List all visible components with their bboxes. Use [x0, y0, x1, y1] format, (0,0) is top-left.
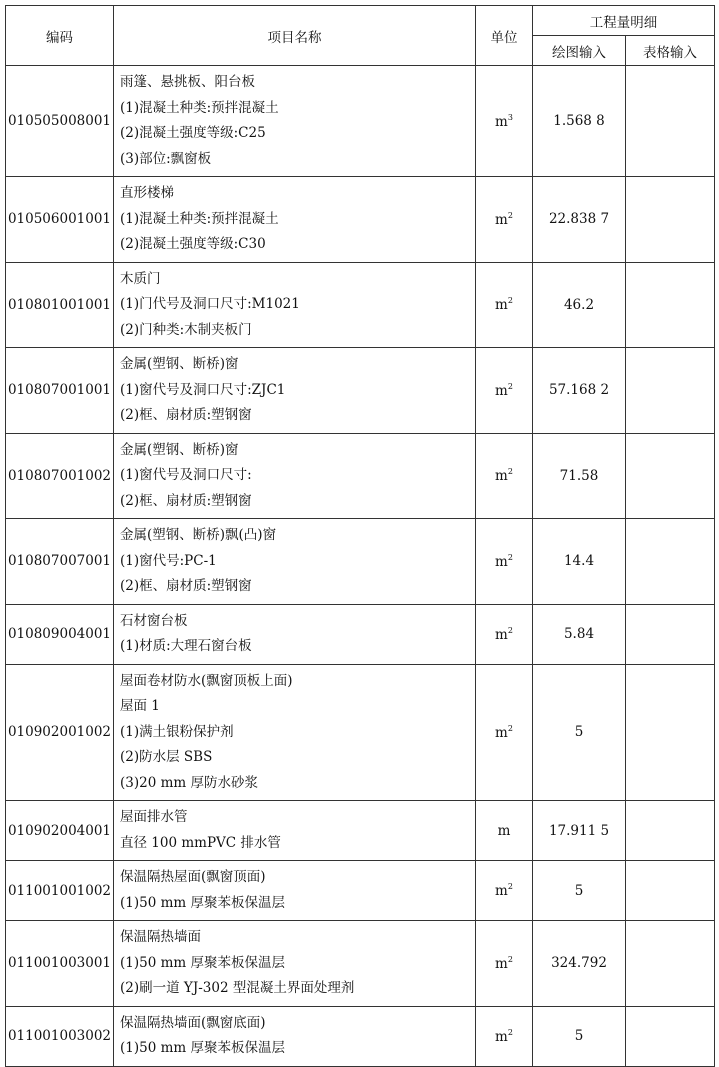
item-code: 011001003002 [6, 1006, 114, 1066]
header-unit: 单位 [476, 6, 533, 66]
draw-input-value: 17.911 5 [533, 801, 626, 861]
table-input-value [626, 433, 715, 519]
item-name-line: 屋面排水管 [120, 809, 188, 825]
item-name [114, 921, 476, 1007]
quantity-table [5, 5, 715, 1067]
draw-input-value: 22.838 7 [533, 177, 626, 263]
draw-input-value: 5 [533, 664, 626, 801]
item-name-line: (1)窗代号及洞口尺寸: [120, 467, 252, 483]
item-name-line: 木质门 [120, 270, 161, 287]
item-name [114, 66, 476, 177]
item-name-line: (2)框、扇材质:塑钢窗 [120, 578, 252, 594]
item-name-line: (2)刷一道 YJ-302 型混凝土界面处理剂 [120, 980, 355, 996]
item-unit [476, 66, 533, 177]
item-name-line: 金属(塑钢、断桥)飘(凸)窗 [120, 527, 277, 543]
table-row [6, 66, 715, 177]
table-row [6, 664, 715, 801]
item-name-line: (1)混凝土种类:预拌混凝土 [120, 210, 279, 227]
item-name-line: 石材窗台板 [120, 612, 188, 629]
item-code: 010809004001 [6, 604, 114, 664]
item-unit [476, 664, 533, 801]
unit-base: m [495, 297, 508, 314]
draw-input-value: 57.168 2 [533, 348, 626, 434]
unit-base: m [495, 955, 508, 972]
item-unit [476, 433, 533, 519]
item-name-line: 屋面 1 [120, 698, 160, 714]
unit-base: m [495, 211, 508, 228]
item-name-line: 直径 100 mmPVC 排水管 [120, 834, 281, 851]
item-name-line: (1)50 mm 厚聚苯板保温层 [120, 954, 285, 971]
table-row [6, 604, 715, 664]
table-input-value [626, 1006, 715, 1066]
header-table-input: 表格输入 [626, 36, 715, 66]
item-unit [476, 604, 533, 664]
item-name-line: 保温隔热墙面 [120, 929, 201, 945]
table-input-value [626, 348, 715, 434]
item-name-line: (1)50 mm 厚聚苯板保温层 [120, 1040, 285, 1056]
table-row [6, 433, 715, 519]
item-name-line: (1)材质:大理石窗台板 [120, 638, 252, 654]
table-input-value [626, 177, 715, 263]
table-row [6, 262, 715, 348]
table-row [6, 177, 715, 263]
table-row [6, 861, 715, 921]
item-code: 010902001002 [6, 664, 114, 801]
item-name [114, 664, 476, 801]
item-name [114, 262, 476, 348]
item-code: 010807001002 [6, 433, 114, 519]
table-input-value [626, 801, 715, 861]
draw-input-value: 5 [533, 861, 626, 921]
item-name-line: (3)部位:飘窗板 [120, 150, 212, 167]
unit-base: m [495, 724, 508, 741]
item-name-line: 金属(塑钢、断桥)窗 [120, 441, 239, 458]
item-unit [476, 177, 533, 263]
item-name-line: (1)50 mm 厚聚苯板保温层 [120, 894, 285, 911]
item-name-line: 雨篷、悬挑板、阳台板 [120, 74, 255, 90]
item-code: 010506001001 [6, 177, 114, 263]
table-row [6, 1006, 715, 1066]
item-name-line: (2)门种类:木制夹板门 [120, 321, 252, 338]
item-name-line: 金属(塑钢、断桥)窗 [120, 356, 239, 372]
header-draw-input: 绘图输入 [533, 36, 626, 66]
item-name-line: (2)混凝土强度等级:C30 [120, 236, 266, 252]
item-code: 010807007001 [6, 519, 114, 605]
table-input-value [626, 921, 715, 1007]
unit-base: m [495, 382, 508, 399]
item-name-line: (2)框、扇材质:塑钢窗 [120, 492, 252, 509]
item-code: 011001003001 [6, 921, 114, 1007]
item-name-line: 直形楼梯 [120, 185, 174, 201]
table-row [6, 801, 715, 861]
table-input-value [626, 604, 715, 664]
draw-input-value: 14.4 [533, 519, 626, 605]
unit-exponent: 2 [507, 552, 513, 562]
unit-base: m [495, 468, 508, 485]
unit-exponent: 2 [507, 210, 513, 220]
item-name [114, 348, 476, 434]
item-name-line: (2)防水层 SBS [120, 749, 213, 765]
item-unit [476, 519, 533, 605]
table-input-value [626, 861, 715, 921]
item-code: 011001001002 [6, 861, 114, 921]
table-input-value [626, 262, 715, 348]
draw-input-value: 5 [533, 1006, 626, 1066]
item-code: 010505008001 [6, 66, 114, 177]
unit-exponent: 2 [507, 882, 513, 891]
item-name-line: 保温隔热墙面(飘窗底面) [120, 1014, 266, 1031]
item-name-line: (1)门代号及洞口尺寸:M1021 [120, 296, 300, 312]
unit-exponent: 2 [507, 296, 513, 306]
item-name-line: (2)框、扇材质:塑钢窗 [120, 407, 252, 423]
item-code: 010807001001 [6, 348, 114, 434]
draw-input-value: 5.84 [533, 604, 626, 664]
item-name [114, 801, 476, 861]
table-input-value [626, 519, 715, 605]
item-unit [476, 262, 533, 348]
draw-input-value: 46.2 [533, 262, 626, 348]
item-unit [476, 1006, 533, 1066]
unit-exponent: 2 [507, 467, 513, 477]
draw-input-value: 324.792 [533, 921, 626, 1007]
unit-exponent: 2 [507, 723, 513, 733]
unit-exponent: 2 [507, 954, 513, 964]
unit-exponent: 3 [507, 112, 513, 122]
item-name [114, 177, 476, 263]
table-row [6, 921, 715, 1007]
item-name [114, 1006, 476, 1066]
table-row [6, 519, 715, 605]
item-unit [476, 861, 533, 921]
item-name-line: (1)窗代号及洞口尺寸:ZJC1 [120, 381, 286, 398]
unit-base: m [495, 1028, 508, 1045]
table-body [6, 66, 715, 1067]
draw-input-value: 1.568 8 [533, 66, 626, 177]
item-unit [476, 348, 533, 434]
header-code: 编码 [6, 6, 114, 66]
unit-base: m [495, 883, 508, 899]
item-code: 010801001001 [6, 262, 114, 348]
item-name-line: (2)混凝土强度等级:C25 [120, 125, 266, 141]
unit-base: m [495, 113, 508, 130]
header-name: 项目名称 [114, 6, 476, 66]
item-name-line: 屋面卷材防水(飘窗顶板上面) [120, 672, 293, 689]
unit-base: m [495, 553, 508, 570]
draw-input-value: 71.58 [533, 433, 626, 519]
item-name-line: (1)满土银粉保护剂 [120, 723, 234, 740]
item-code: 010902004001 [6, 801, 114, 861]
item-name [114, 433, 476, 519]
unit-exponent: 2 [507, 1027, 513, 1037]
unit-exponent: 2 [507, 625, 513, 635]
item-name [114, 861, 476, 921]
unit-base: m [495, 626, 508, 643]
item-unit [476, 921, 533, 1007]
table-row [6, 348, 715, 434]
item-name-line: (3)20 mm 厚防水砂浆 [120, 774, 258, 791]
item-name [114, 604, 476, 664]
unit-base: m [497, 822, 511, 839]
table-input-value [626, 664, 715, 801]
item-name-line: (1)混凝土种类:预拌混凝土 [120, 99, 279, 116]
item-name-line: 保温隔热屋面(飘窗顶面) [120, 869, 266, 885]
item-unit [476, 801, 533, 861]
header-detail: 工程量明细 [533, 6, 715, 36]
unit-exponent: 2 [507, 381, 513, 391]
item-name-line: (1)窗代号:PC-1 [120, 552, 217, 569]
table-input-value [626, 66, 715, 177]
item-name [114, 519, 476, 605]
